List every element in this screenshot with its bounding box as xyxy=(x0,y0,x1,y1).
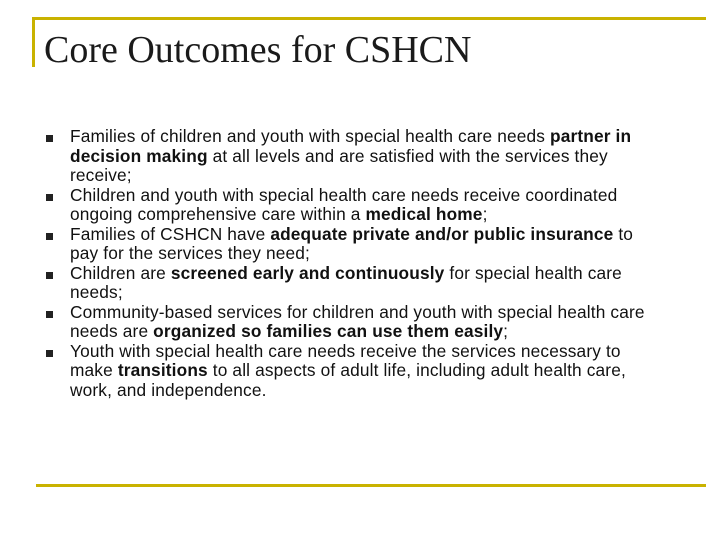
item-text: to all aspects of adult life, including adult health care, work, and independence. xyxy=(70,360,626,400)
item-emphasis: organized so families can use them easily xyxy=(153,321,504,341)
left-rule xyxy=(32,17,35,67)
item-text: for special health care needs; xyxy=(70,262,622,302)
slide-title: Core Outcomes for CSHCN xyxy=(44,29,472,71)
item-text: Community-based services for children and youth with special health care needs are xyxy=(70,301,645,341)
square-bullet-icon xyxy=(46,272,53,279)
square-bullet-icon xyxy=(46,350,53,357)
list-item xyxy=(46,186,646,225)
square-bullet-icon xyxy=(46,311,53,318)
item-emphasis: adequate private and/or public insurance xyxy=(270,223,614,244)
item-text: Families of children and youth with special health care needs xyxy=(70,126,550,146)
square-bullet-icon xyxy=(46,233,53,240)
item-emphasis: partner in decision making xyxy=(70,126,632,166)
outcomes-list xyxy=(46,127,646,400)
list-item xyxy=(46,342,646,401)
top-rule xyxy=(32,17,706,20)
item-text: to pay for the services they need; xyxy=(70,223,634,263)
item-text: Youth with special health care needs receive the services necessary to make xyxy=(70,340,621,380)
item-text: ; xyxy=(482,204,488,224)
list-item xyxy=(46,303,646,342)
item-emphasis: screened early and continuously xyxy=(170,262,445,283)
item-text: Children and youth with special health care needs receive coordinated ongoing comprehensive care within a xyxy=(70,184,618,224)
item-text: ; xyxy=(503,321,509,341)
item-text: Children are xyxy=(70,262,171,283)
square-bullet-icon xyxy=(46,135,53,142)
list-item xyxy=(46,264,646,303)
list-item xyxy=(46,127,646,186)
item-emphasis: transitions xyxy=(117,360,208,380)
square-bullet-icon xyxy=(46,194,53,201)
item-emphasis: medical home xyxy=(365,204,483,224)
item-text: at all levels and are satisfied with the services they receive; xyxy=(70,145,608,185)
list-item xyxy=(46,225,646,264)
item-text: Families of CSHCN have xyxy=(70,223,271,244)
bottom-rule xyxy=(36,484,706,487)
